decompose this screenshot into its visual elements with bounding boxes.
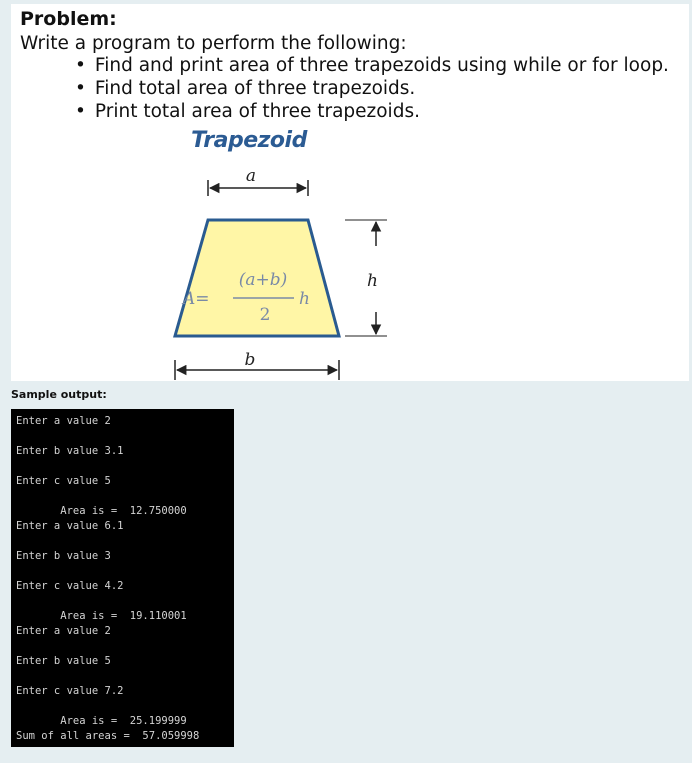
console-line: Enter c value 7.2 xyxy=(16,685,124,697)
console-line: Enter a value 2 xyxy=(16,415,111,427)
console-line: Enter a value 2 xyxy=(16,625,111,637)
console-line: Enter c value 5 xyxy=(16,475,111,487)
console-output xyxy=(11,409,234,747)
label-h: h xyxy=(367,271,378,291)
console-line: Enter c value 4.2 xyxy=(16,580,124,592)
trapezoid-diagram xyxy=(161,154,391,384)
task-item: • Find total area of three trapezoids. xyxy=(75,77,669,100)
task-list xyxy=(75,54,669,123)
console-line: Area is = 25.199999 xyxy=(16,715,187,727)
problem-title: Problem: xyxy=(20,8,117,30)
task-item: • Print total area of three trapezoids. xyxy=(75,100,669,123)
sample-output-label: Sample output: xyxy=(11,388,107,401)
console-line: Enter b value 3.1 xyxy=(16,445,124,457)
formula-lhs: A= xyxy=(183,289,210,309)
console-line: Sum of all areas = 57.059998 xyxy=(16,730,200,742)
formula-denominator: 2 xyxy=(259,305,271,325)
task-item: • Find and print area of three trapezoids using while or for loop. xyxy=(75,54,669,77)
label-b: b xyxy=(244,350,256,370)
console-line: Enter b value 5 xyxy=(16,655,111,667)
figure-title: Trapezoid xyxy=(191,128,307,153)
label-a: a xyxy=(245,166,257,186)
problem-panel xyxy=(11,4,689,381)
console-line: Enter a value 6.1 xyxy=(16,520,124,532)
formula-h: h xyxy=(299,289,310,309)
console-line: Enter b value 3 xyxy=(16,550,111,562)
formula-numerator: (a+b) xyxy=(238,270,288,290)
problem-intro: Write a program to perform the following: xyxy=(20,33,407,54)
console-line: Area is = 19.110001 xyxy=(16,610,187,622)
console-line: Area is = 12.750000 xyxy=(16,505,187,517)
